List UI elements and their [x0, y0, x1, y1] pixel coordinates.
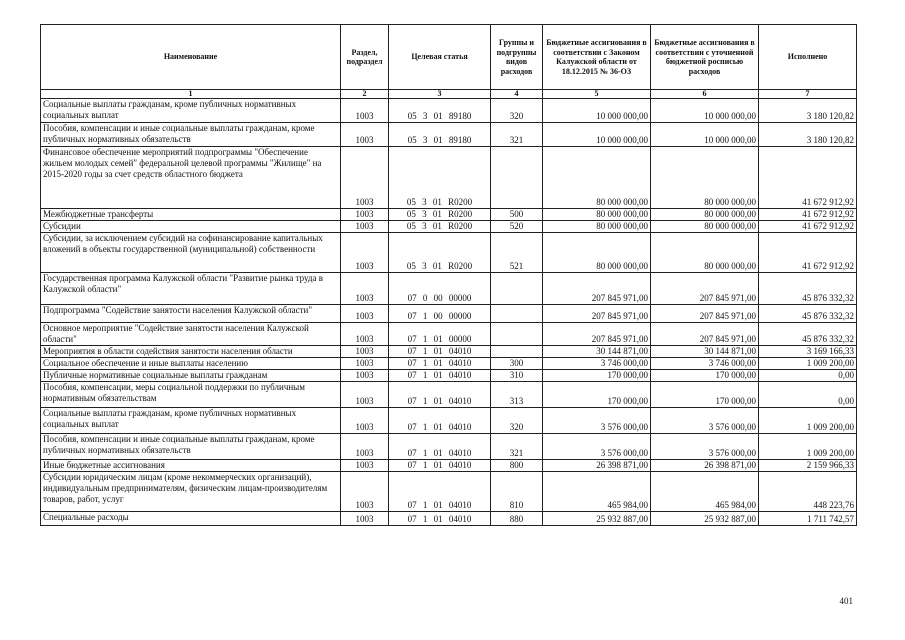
- row-expense-type: 320: [491, 99, 543, 123]
- row-expense-type: 520: [491, 221, 543, 233]
- col-number: 5: [543, 90, 651, 99]
- table-row: [41, 370, 857, 382]
- row-razdel: 1003: [341, 408, 389, 434]
- row-executed-amount: 1 009 200,00: [759, 358, 857, 370]
- row-name: Социальное обеспечение и иные выплаты населению: [41, 358, 341, 370]
- row-razdel: 1003: [341, 382, 389, 408]
- row-budget-amount: 80 000 000,00: [543, 147, 651, 209]
- row-razdel: 1003: [341, 147, 389, 209]
- row-name: Иные бюджетные ассигнования: [41, 460, 341, 472]
- row-article: 07 1 01 04010: [389, 434, 491, 460]
- row-razdel: 1003: [341, 233, 389, 273]
- row-expense-type: 321: [491, 434, 543, 460]
- row-executed-amount: 45 876 332,32: [759, 305, 857, 323]
- table-row: [41, 147, 857, 209]
- row-razdel: 1003: [341, 472, 389, 512]
- row-name: Мероприятия в области содействия занятости населения области: [41, 346, 341, 358]
- row-refined-amount: 10 000 000,00: [651, 123, 759, 147]
- table-row: [41, 382, 857, 408]
- row-article: 07 1 01 00000: [389, 323, 491, 346]
- row-name: Социальные выплаты гражданам, кроме публичных нормативных социальных выплат: [41, 99, 341, 123]
- table-row: [41, 346, 857, 358]
- row-article: 05 3 01 R0200: [389, 221, 491, 233]
- row-refined-amount: 30 144 871,00: [651, 346, 759, 358]
- row-refined-amount: 25 932 887,00: [651, 512, 759, 526]
- col-number: 4: [491, 90, 543, 99]
- row-article: 07 1 00 00000: [389, 305, 491, 323]
- row-article: 07 1 01 04010: [389, 460, 491, 472]
- col-header-razdel: Раздел, подраздел: [341, 25, 389, 90]
- row-name: Финансовое обеспечение мероприятий подпрограммы "Обеспечение жильем молодых семей" федеральной целевой программы "Жилище" на 2015-2020 годы за счет средств областного бюджета: [41, 147, 341, 209]
- row-razdel: 1003: [341, 123, 389, 147]
- row-refined-amount: 465 984,00: [651, 472, 759, 512]
- page-number: 401: [839, 596, 853, 606]
- col-number: 1: [41, 90, 341, 99]
- row-name: Пособия, компенсации, меры социальной поддержки по публичным нормативным обязательствам: [41, 382, 341, 408]
- row-name: Субсидии юридическим лицам (кроме некоммерческих организаций), индивидуальным предпринимателям, физическим лицам-производителям товаров, работ, услуг: [41, 472, 341, 512]
- row-budget-amount: 26 398 871,00: [543, 460, 651, 472]
- row-article: 07 1 01 04010: [389, 346, 491, 358]
- row-budget-amount: 80 000 000,00: [543, 233, 651, 273]
- table-row: [41, 358, 857, 370]
- row-expense-type: 800: [491, 460, 543, 472]
- row-budget-amount: 207 845 971,00: [543, 273, 651, 305]
- row-budget-amount: 30 144 871,00: [543, 346, 651, 358]
- row-expense-type: 310: [491, 370, 543, 382]
- row-refined-amount: 207 845 971,00: [651, 305, 759, 323]
- table-row: [41, 472, 857, 512]
- row-expense-type: [491, 346, 543, 358]
- row-article: 05 3 01 R0200: [389, 233, 491, 273]
- col-number: 7: [759, 90, 857, 99]
- row-name: Субсидии: [41, 221, 341, 233]
- row-article: 07 1 01 04010: [389, 512, 491, 526]
- table-row: [41, 408, 857, 434]
- table-row: [41, 305, 857, 323]
- row-refined-amount: 80 000 000,00: [651, 233, 759, 273]
- budget-table: [40, 24, 857, 526]
- col-header-executed: Исполнено: [759, 25, 857, 90]
- row-razdel: 1003: [341, 370, 389, 382]
- row-name: Пособия, компенсации и иные социальные выплаты гражданам, кроме публичных нормативных обязательств: [41, 434, 341, 460]
- row-executed-amount: 45 876 332,32: [759, 323, 857, 346]
- row-article: 05 3 01 R0200: [389, 209, 491, 221]
- col-number: 6: [651, 90, 759, 99]
- table-row: [41, 512, 857, 526]
- row-executed-amount: 41 672 912,92: [759, 233, 857, 273]
- row-expense-type: [491, 273, 543, 305]
- row-article: 07 1 01 04010: [389, 358, 491, 370]
- row-budget-amount: 170 000,00: [543, 370, 651, 382]
- row-article: 07 1 01 04010: [389, 472, 491, 512]
- row-razdel: 1003: [341, 512, 389, 526]
- row-refined-amount: 170 000,00: [651, 370, 759, 382]
- row-expense-type: 313: [491, 382, 543, 408]
- row-executed-amount: 0,00: [759, 382, 857, 408]
- row-razdel: 1003: [341, 221, 389, 233]
- row-executed-amount: 3 169 166,33: [759, 346, 857, 358]
- row-executed-amount: 1 711 742,57: [759, 512, 857, 526]
- row-refined-amount: 10 000 000,00: [651, 99, 759, 123]
- row-name: Специальные расходы: [41, 512, 341, 526]
- col-header-name: Наименование: [41, 25, 341, 90]
- row-budget-amount: 465 984,00: [543, 472, 651, 512]
- row-budget-amount: 3 746 000,00: [543, 358, 651, 370]
- row-budget-amount: 207 845 971,00: [543, 305, 651, 323]
- column-number-row: [41, 90, 857, 99]
- col-header-budget: Бюджетные ассигнования в соответствии с Законом Калужской области от 18.12.2015 № 36-ОЗ: [543, 25, 651, 90]
- row-executed-amount: 0,00: [759, 370, 857, 382]
- row-expense-type: 880: [491, 512, 543, 526]
- table-row: [41, 273, 857, 305]
- row-article: 05 3 01 89180: [389, 123, 491, 147]
- row-refined-amount: 3 576 000,00: [651, 434, 759, 460]
- row-executed-amount: 41 672 912,92: [759, 147, 857, 209]
- row-name: Субсидии, за исключением субсидий на софинансирование капитальных вложений в объекты государственной (муниципальной) собственности: [41, 233, 341, 273]
- table-row: [41, 99, 857, 123]
- row-name: Социальные выплаты гражданам, кроме публичных нормативных социальных выплат: [41, 408, 341, 434]
- row-budget-amount: 80 000 000,00: [543, 221, 651, 233]
- row-expense-type: 810: [491, 472, 543, 512]
- row-razdel: 1003: [341, 99, 389, 123]
- row-razdel: 1003: [341, 460, 389, 472]
- col-header-budget-refined: Бюджетные ассигнования в соответствии с уточненной бюджетной росписью расходов: [651, 25, 759, 90]
- table-row: [41, 123, 857, 147]
- row-refined-amount: 170 000,00: [651, 382, 759, 408]
- row-expense-type: 320: [491, 408, 543, 434]
- table-row: [41, 209, 857, 221]
- header-row: [41, 25, 857, 90]
- row-razdel: 1003: [341, 273, 389, 305]
- row-budget-amount: 207 845 971,00: [543, 323, 651, 346]
- table-row: [41, 221, 857, 233]
- row-name: Подпрограмма "Содействие занятости населения Калужской области": [41, 305, 341, 323]
- table-row: [41, 460, 857, 472]
- row-expense-type: 500: [491, 209, 543, 221]
- row-refined-amount: 26 398 871,00: [651, 460, 759, 472]
- row-executed-amount: 41 672 912,92: [759, 221, 857, 233]
- row-razdel: 1003: [341, 209, 389, 221]
- row-refined-amount: 3 746 000,00: [651, 358, 759, 370]
- row-refined-amount: 80 000 000,00: [651, 147, 759, 209]
- row-budget-amount: 80 000 000,00: [543, 209, 651, 221]
- row-article: 07 1 01 04010: [389, 370, 491, 382]
- table-row: [41, 233, 857, 273]
- row-budget-amount: 10 000 000,00: [543, 99, 651, 123]
- col-number: 3: [389, 90, 491, 99]
- table-row: [41, 323, 857, 346]
- row-budget-amount: 3 576 000,00: [543, 408, 651, 434]
- row-razdel: 1003: [341, 323, 389, 346]
- row-article: 07 0 00 00000: [389, 273, 491, 305]
- row-expense-type: 321: [491, 123, 543, 147]
- row-executed-amount: 448 223,76: [759, 472, 857, 512]
- row-razdel: 1003: [341, 305, 389, 323]
- row-name: Публичные нормативные социальные выплаты гражданам: [41, 370, 341, 382]
- row-budget-amount: 3 576 000,00: [543, 434, 651, 460]
- row-executed-amount: 1 009 200,00: [759, 408, 857, 434]
- row-article: 07 1 01 04010: [389, 382, 491, 408]
- row-executed-amount: 45 876 332,32: [759, 273, 857, 305]
- row-expense-type: [491, 323, 543, 346]
- row-article: 05 3 01 R0200: [389, 147, 491, 209]
- row-budget-amount: 170 000,00: [543, 382, 651, 408]
- row-expense-type: [491, 147, 543, 209]
- row-name: Основное мероприятие "Содействие занятости населения Калужской области": [41, 323, 341, 346]
- row-article: 05 3 01 89180: [389, 99, 491, 123]
- row-name: Межбюджетные трансферты: [41, 209, 341, 221]
- col-header-groups: Группы и подгруппы видов расходов: [491, 25, 543, 90]
- table-row: [41, 434, 857, 460]
- row-refined-amount: 80 000 000,00: [651, 221, 759, 233]
- row-executed-amount: 3 180 120,82: [759, 123, 857, 147]
- row-name: Пособия, компенсации и иные социальные выплаты гражданам, кроме публичных нормативных обязательств: [41, 123, 341, 147]
- row-article: 07 1 01 04010: [389, 408, 491, 434]
- col-number: 2: [341, 90, 389, 99]
- row-expense-type: 300: [491, 358, 543, 370]
- row-executed-amount: 2 159 966,33: [759, 460, 857, 472]
- row-executed-amount: 3 180 120,82: [759, 99, 857, 123]
- row-razdel: 1003: [341, 358, 389, 370]
- row-executed-amount: 1 009 200,00: [759, 434, 857, 460]
- col-header-article: Целевая статья: [389, 25, 491, 90]
- row-refined-amount: 80 000 000,00: [651, 209, 759, 221]
- row-razdel: 1003: [341, 434, 389, 460]
- row-razdel: 1003: [341, 346, 389, 358]
- row-refined-amount: 3 576 000,00: [651, 408, 759, 434]
- row-budget-amount: 10 000 000,00: [543, 123, 651, 147]
- row-name: Государственная программа Калужской области "Развитие рынка труда в Калужской области": [41, 273, 341, 305]
- row-expense-type: [491, 305, 543, 323]
- table-body: [41, 99, 857, 526]
- row-refined-amount: 207 845 971,00: [651, 273, 759, 305]
- row-budget-amount: 25 932 887,00: [543, 512, 651, 526]
- row-refined-amount: 207 845 971,00: [651, 323, 759, 346]
- row-expense-type: 521: [491, 233, 543, 273]
- row-executed-amount: 41 672 912,92: [759, 209, 857, 221]
